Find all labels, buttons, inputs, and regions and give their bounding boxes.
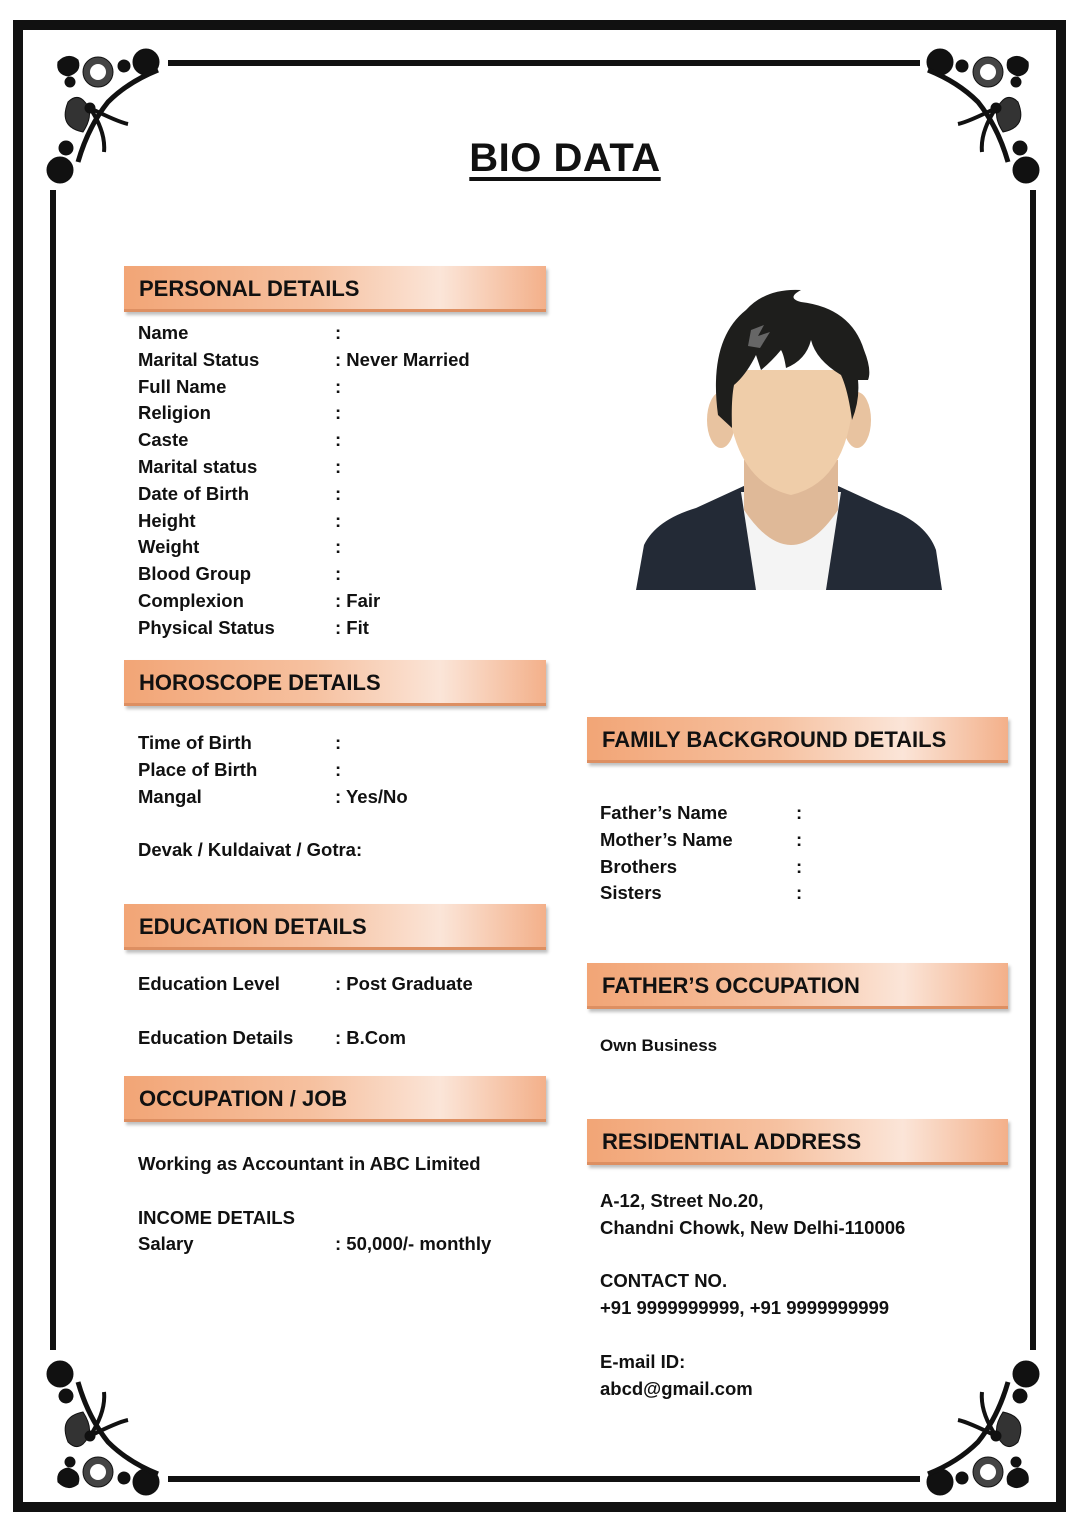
field-label: Place of Birth [138, 758, 258, 780]
field-value: : [335, 732, 342, 753]
list-item [138, 454, 558, 481]
section-header-horoscope: HOROSCOPE DETAILS [124, 660, 546, 706]
family-details-list [600, 800, 1020, 907]
field-label: Physical Status [138, 616, 275, 638]
field-value: : [335, 322, 342, 343]
field-value: : [335, 455, 342, 477]
inner-border-right [1030, 190, 1036, 1350]
list-item [138, 347, 558, 374]
field-value: : [796, 802, 803, 823]
field-label: Weight [138, 536, 200, 558]
income-heading: INCOME DETAILS [138, 1207, 295, 1228]
personal-details-list [138, 320, 558, 642]
list-item [138, 588, 558, 615]
section-header-family: FAMILY BACKGROUND DETAILS [587, 717, 1008, 763]
field-label: Name [138, 322, 189, 343]
inner-border-top [168, 60, 920, 66]
field-value: : [796, 855, 803, 877]
field-value: : Yes/No [335, 785, 408, 807]
field-value: : Post Graduate [335, 973, 473, 994]
field-label: Blood Group [138, 563, 252, 585]
section-header-personal: PERSONAL DETAILS [124, 266, 546, 312]
list-item [138, 481, 558, 508]
field-value: : [335, 509, 342, 531]
field-value: : [796, 882, 803, 904]
field-value: : [335, 429, 342, 451]
list-item [138, 561, 558, 588]
field-label: Time of Birth [138, 732, 252, 753]
inner-border-bottom [168, 1476, 920, 1482]
occupation-description: Working as Accountant in ABC Limited [138, 1153, 481, 1174]
field-label: Education Level [138, 973, 280, 994]
list-item [138, 1025, 558, 1052]
contact-value: +91 9999999999, +91 9999999999 [600, 1297, 890, 1318]
field-label: Father’s Name [600, 802, 728, 823]
list-item [138, 427, 558, 454]
list-item [138, 534, 558, 561]
field-label: Mangal [138, 785, 202, 807]
field-value: : [335, 563, 342, 585]
list-item [138, 730, 558, 757]
field-value: : [335, 482, 342, 504]
list-item [138, 1231, 558, 1258]
field-value: : [335, 402, 342, 424]
list-item [600, 827, 1020, 854]
field-label: Mother’s Name [600, 828, 733, 850]
field-label: Complexion [138, 589, 244, 611]
field-label: Religion [138, 402, 211, 424]
email-value: abcd@gmail.com [600, 1378, 753, 1399]
corner-ornament-icon [38, 1352, 168, 1502]
gotra-label: Devak / Kuldaivat / Gotra: [138, 839, 363, 860]
field-value: : B.Com [335, 1026, 406, 1048]
field-label: Height [138, 509, 196, 531]
email-heading: E-mail ID: [600, 1351, 686, 1372]
field-label: Date of Birth [138, 482, 249, 504]
field-label: Full Name [138, 375, 227, 397]
list-item [138, 615, 558, 642]
field-label: Brothers [600, 855, 678, 877]
field-value: : Never Married [335, 348, 470, 370]
income-details-list [138, 1231, 558, 1258]
avatar [636, 280, 942, 592]
list-item [138, 400, 558, 427]
field-label: Marital Status [138, 348, 260, 370]
field-label: Sisters [600, 882, 662, 904]
list-item [138, 971, 558, 1025]
fathers-occupation-value: Own Business [600, 1036, 718, 1055]
contact-heading: CONTACT NO. [600, 1270, 728, 1291]
field-value: : [796, 828, 803, 850]
field-value: : [335, 375, 342, 397]
field-label: Salary [138, 1233, 194, 1254]
section-header-occupation: OCCUPATION / JOB [124, 1076, 546, 1122]
list-item [138, 374, 558, 401]
list-item [138, 784, 558, 811]
list-item [138, 508, 558, 535]
list-item [600, 880, 1020, 907]
section-header-education: EDUCATION DETAILS [124, 904, 546, 950]
section-header-address: RESIDENTIAL ADDRESS [587, 1119, 1008, 1165]
list-item [138, 320, 558, 347]
list-item [600, 800, 1020, 827]
field-label: Marital status [138, 455, 258, 477]
list-item [600, 854, 1020, 881]
horoscope-details-list [138, 730, 558, 810]
page-title: BIO DATA [469, 136, 661, 180]
inner-border-left [50, 190, 56, 1350]
address-line-1: A-12, Street No.20, [600, 1190, 764, 1211]
field-value: : [335, 758, 342, 780]
field-value: : Fair [335, 589, 381, 611]
field-value: : [335, 536, 342, 558]
section-header-fathers-occupation: FATHER’S OCCUPATION [587, 963, 1008, 1009]
address-line-2: Chandni Chowk, New Delhi-110006 [600, 1217, 906, 1238]
education-details-list [138, 971, 558, 1051]
field-value: : 50,000/- monthly [335, 1233, 492, 1254]
person-avatar-icon [636, 280, 942, 592]
list-item [138, 757, 558, 784]
corner-ornament-icon [918, 1352, 1048, 1502]
field-label: Education Details [138, 1026, 294, 1048]
field-label: Caste [138, 429, 189, 451]
field-value: : Fit [335, 616, 369, 638]
